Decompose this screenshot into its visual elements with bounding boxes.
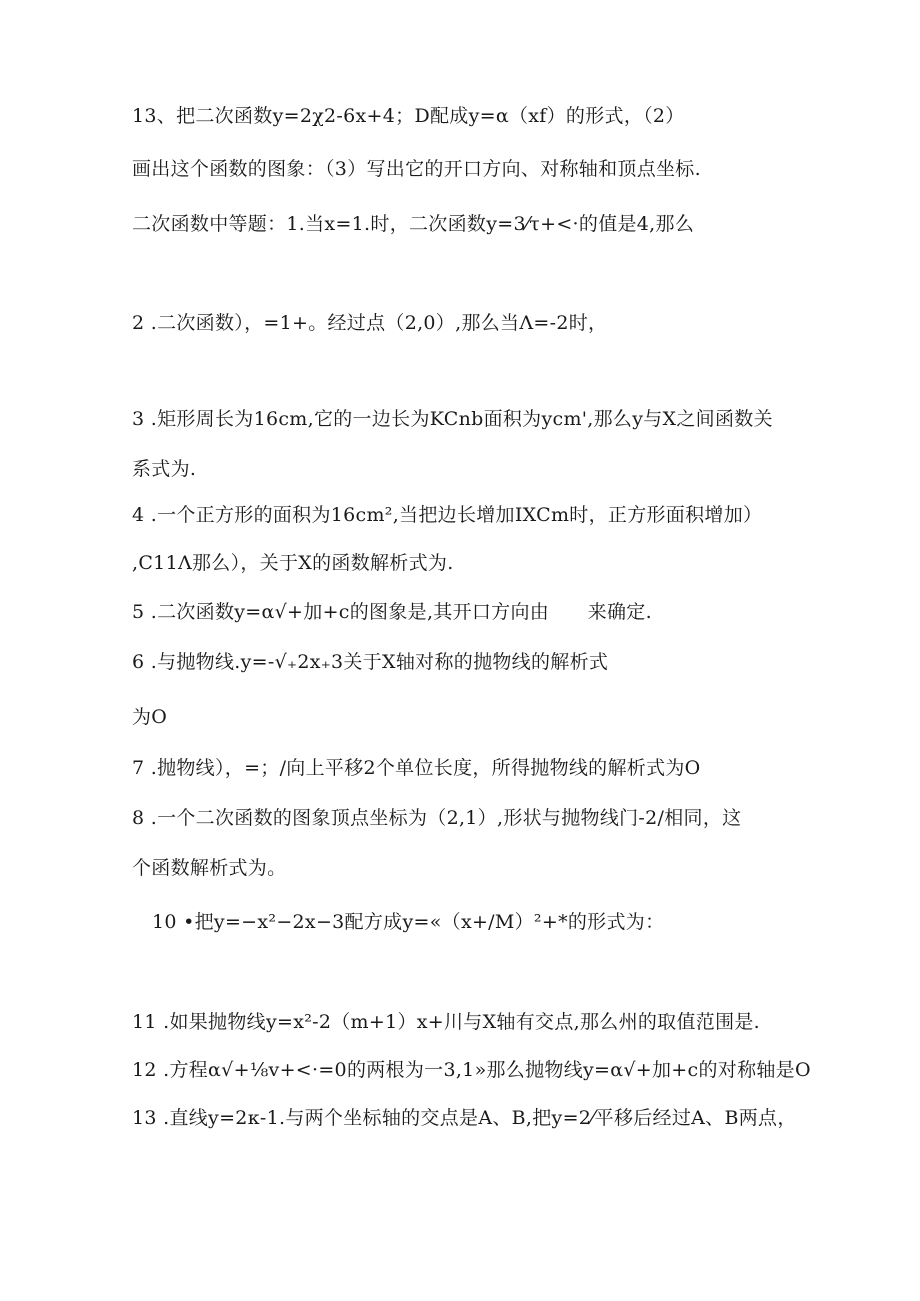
text-line-15: 10 •把y=−x²−2x−3配方成y=«（x+/M）²+*的形式为： bbox=[152, 911, 665, 933]
text-line-6: 系式为. bbox=[132, 458, 197, 480]
text-line-9: 5 .二次函数y=α√+加+c的图象是,其开口方向由 来确定. bbox=[132, 601, 652, 623]
text-line-7: 4 .一个正方形的面积为16cm²,当把边长增加IXCm时，正方形面积增加） bbox=[132, 504, 763, 526]
text-line-11: 为O bbox=[132, 706, 168, 728]
text-line-10: 6 .与抛物线.y=-√₊2x₊3关于X轴对称的抛物线的解析式 bbox=[132, 651, 609, 673]
text-line-12: 7 .抛物线），=；/向上平移2个单位长度，所得抛物线的解析式为O bbox=[132, 757, 701, 779]
text-line-17: 12 .方程α√+⅛v+<·=0的两根为一3,1»那么抛物线y=α√+加+c的对称轴是O bbox=[132, 1059, 811, 1081]
text-line-2: 画出这个函数的图象：（3）写出它的开口方向、对称轴和顶点坐标. bbox=[132, 158, 701, 180]
text-line-14: 个函数解析式为。 bbox=[132, 857, 287, 879]
text-line-18: 13 .直线y=2κ-1.与两个坐标轴的交点是A、B,把y=2⁄平移后经过A、B两点， bbox=[132, 1107, 797, 1129]
text-line-1: 13、把二次函数y=2χ2-6x+4；D配成y=α（xf）的形式，（2） bbox=[132, 105, 685, 127]
text-line-13: 8 .一个二次函数的图象顶点坐标为（2,1）,形状与抛物线门-2/相同，这 bbox=[132, 807, 742, 829]
text-line-3: 二次函数中等题：1.当x=1.时，二次函数y=3⁄τ+<·的值是4,那么 bbox=[132, 213, 695, 235]
text-line-16: 11 .如果抛物线y=x²-2（m+1）x+川与X轴有交点,那么州的取值范围是. bbox=[132, 1011, 761, 1033]
text-line-8: ,C11Λ那么），关于X的函数解析式为. bbox=[132, 552, 454, 574]
text-line-4: 2 .二次函数），=1+。经过点（2,0）,那么当Λ=-2时， bbox=[132, 312, 608, 334]
text-line-5: 3 .矩形周长为16cm,它的一边长为KCnb面积为ycm',那么y与X之间函数关 bbox=[132, 408, 773, 430]
